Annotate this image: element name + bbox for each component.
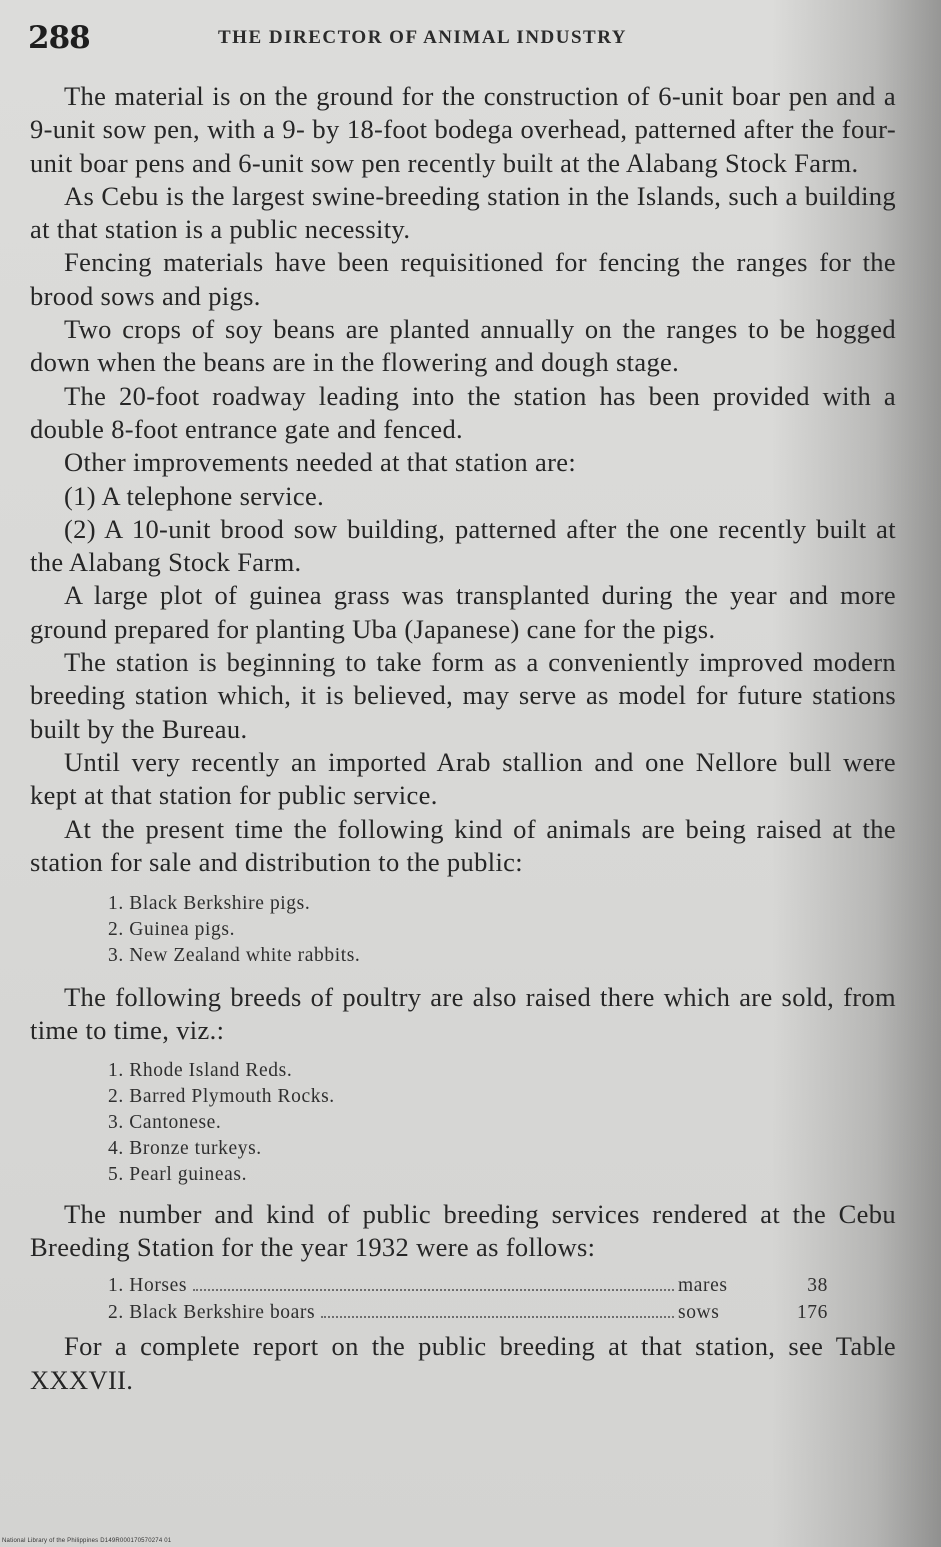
list-item: 5. Pearl guineas. [108,1163,248,1185]
paragraph-poultry-intro: The following breeds of poultry are also raised there which are sold, from time to time, viz.: [30,982,896,1046]
paragraph-construction: The material is on the ground for the construction of 6-unit boar pen and a 9-unit sow pen, with a 9- by 18-foot bodega overhead, patterned after the four-unit boar pens and 6-unit sow pen recently built at the Alabang Stock Farm. [30,81,896,178]
dot-leader [321,1316,674,1318]
page-header [28,20,908,64]
scan-credit: National Library of the Philippines D149R000170570274 01 [2,1538,172,1544]
service-count: 38 [807,1275,828,1297]
running-head: THE DIRECTOR OF ANIMAL INDUSTRY [218,27,628,48]
list-item: 3. Cantonese. [108,1111,222,1133]
paragraph-guinea-grass: A large plot of guinea grass was transplanted during the year and more ground prepared for planting Uba (Japanese) cane for the pigs. [30,580,896,644]
service-row-boars [108,1299,828,1326]
paragraph-roadway: The 20-foot roadway leading into the station has been provided with a double 8-foot entrance gate and fenced. [30,380,896,444]
paragraph-station-form: The station is beginning to take form as a conveniently improved modern breeding station which, it is believed, may serve as model for future stations built by the Bureau. [30,647,896,744]
paragraph-cebu-necessity: As Cebu is the largest swine-breeding station in the Islands, such a building at that station is a public necessity. [30,180,896,245]
service-label: 1. Horses [108,1275,188,1297]
service-count: 176 [796,1302,828,1324]
page-number: 288 [28,20,90,56]
paragraph-fencing: Fencing materials have been requisitioned for fencing the ranges for the brood sows and pigs. [30,247,896,311]
list-item: 2. Guinea pigs. [108,919,236,941]
paragraph-services-intro: The number and kind of public breeding services rendered at the Cebu Breeding Station for the year 1932 were as follows: [30,1198,896,1263]
service-unit: sows [678,1302,720,1324]
dot-leader [193,1289,674,1291]
services-table [30,1272,896,1326]
service-unit: mares [678,1275,728,1297]
paragraph-stallion: Until very recently an imported Arab stallion and one Nellore bull were kept at that station for public service. [30,746,896,811]
paragraph-telephone: (1) A telephone service. [64,480,325,511]
paragraph-soy-beans: Two crops of soy beans are planted annually on the ranges to be hogged down when the beans are in the flowering and dough stage. [30,314,896,378]
paragraph-sow-building: (2) A 10-unit brood sow building, patterned after the one recently built at the Alabang Stock Farm. [30,513,896,578]
paragraph-animals-intro: At the present time the following kind of animals are being raised at the station for sale and distribution to the public: [30,813,896,877]
service-label: 2. Black Berkshire boars [108,1302,316,1324]
paragraph-closing: For a complete report on the public breeding at that station, see Table XXXVII. [30,1331,896,1395]
list-item: 1. Rhode Island Reds. [108,1059,293,1081]
service-row-horses [108,1272,828,1299]
list-item: 3. New Zealand white rabbits. [108,945,361,967]
page-body [30,80,896,1397]
animals-list [30,891,896,969]
paragraph-improvements: Other improvements needed at that station are: [64,447,577,478]
list-item: 2. Barred Plymouth Rocks. [108,1085,335,1107]
list-item: 4. Bronze turkeys. [108,1137,262,1159]
list-item: 1. Black Berkshire pigs. [108,893,311,915]
poultry-list [30,1058,896,1188]
